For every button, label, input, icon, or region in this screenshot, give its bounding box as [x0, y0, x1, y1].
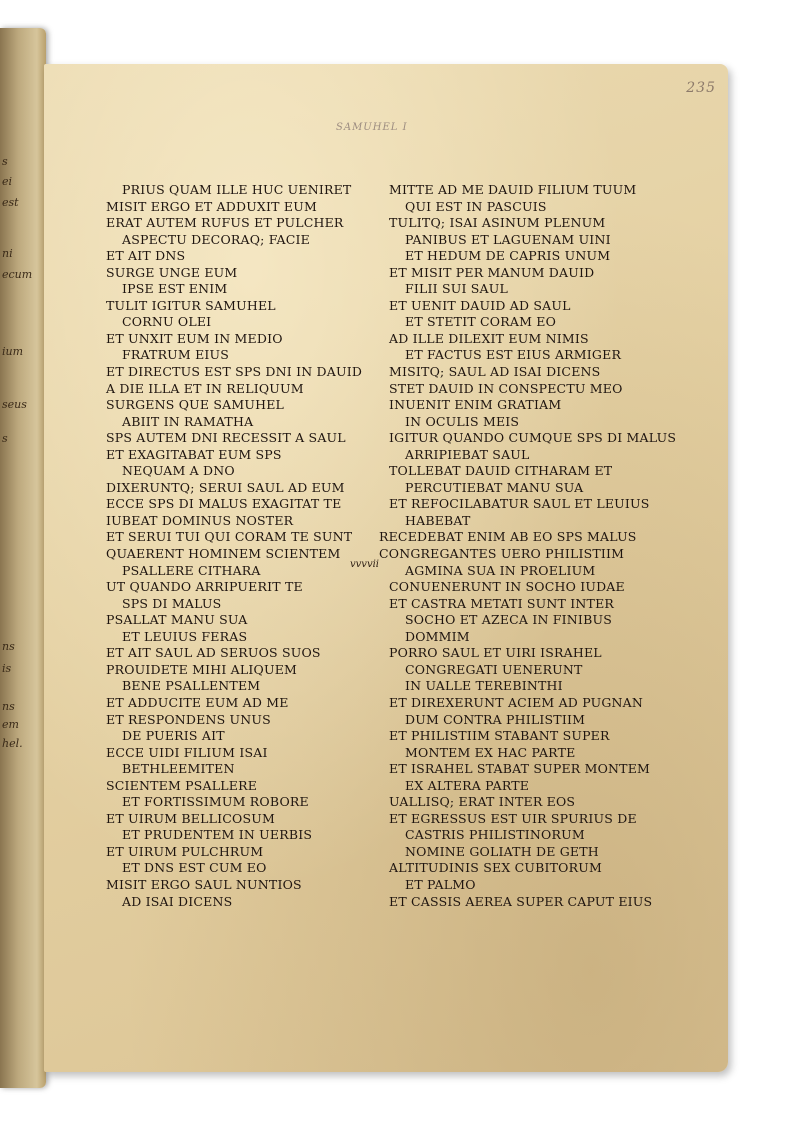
text-line: CASTRIS PHILISTINORUM [405, 827, 585, 843]
text-line: ET ADDUCITE EUM AD ME [106, 694, 289, 710]
text-line: MISITQ; SAUL AD ISAI DICENS [389, 364, 601, 380]
text-line: ET PRUDENTEM IN UERBIS [122, 827, 313, 843]
text-line: FILII SUI SAUL [405, 281, 508, 297]
text-line: NEQUAM A DNO [122, 463, 235, 479]
text-line: ET EXAGITABAT EUM SPS [106, 446, 282, 462]
text-line: ECCE UIDI FILIUM ISAI [106, 744, 268, 760]
text-line: ET UIRUM PULCHRUM [106, 843, 264, 859]
text-line: PROUIDETE MIHI ALIQUEM [106, 661, 298, 677]
spine-text-fragment: em [2, 718, 19, 731]
text-line: ET STETIT CORAM EO [405, 314, 557, 330]
text-line: IN OCULIS MEIS [405, 413, 520, 429]
text-line: ARRIPIEBAT SAUL [405, 446, 530, 462]
text-line: ET REFOCILABATUR SAUL ET LEUIUS [389, 496, 650, 512]
spine-text-fragment: ni [2, 247, 13, 260]
text-line: ECCE SPS DI MALUS EXAGITAT TE [106, 496, 342, 512]
text-line: CONGREGATI UENERUNT [405, 661, 583, 677]
text-line: PANIBUS ET LAGUENAM UINI [405, 231, 611, 247]
text-line: SOCHO ET AZECA IN FINIBUS [405, 612, 612, 628]
text-line: ET AIT DNS [106, 248, 186, 264]
text-line: ERAT AUTEM RUFUS ET PULCHER [106, 215, 344, 231]
text-line: NOMINE GOLIATH DE GETH [405, 843, 599, 859]
spine-text-fragment: est [2, 196, 19, 209]
text-line: UALLISQ; ERAT INTER EOS [389, 794, 576, 810]
text-line: ET MISIT PER MANUM DAUID [389, 264, 595, 280]
text-line: AD ILLE DILEXIT EUM NIMIS [389, 330, 589, 346]
text-line: DUM CONTRA PHILISTIIM [405, 711, 586, 727]
text-line: QUAERENT HOMINEM SCIENTEM [106, 546, 341, 562]
text-line: AGMINA SUA IN PROELIUM [405, 562, 596, 578]
text-line: PSALLERE CITHARA [122, 562, 261, 578]
text-line: TOLLEBAT DAUID CITHARAM ET [389, 463, 613, 479]
text-line: FRATRUM EIUS [122, 347, 230, 363]
text-line: MISIT ERGO ET ADDUXIT EUM [106, 198, 317, 214]
text-line: CONUENERUNT IN SOCHO IUDAE [389, 579, 625, 595]
text-line: CORNU OLEI [122, 314, 212, 330]
text-line: ET LEUIUS FERAS [122, 628, 248, 644]
text-line: ABIIT IN RAMATHA [122, 413, 254, 429]
text-line: IPSE EST ENIM [122, 281, 228, 297]
text-line: ET FORTISSIMUM ROBORE [122, 794, 309, 810]
text-line: BENE PSALLENTEM [122, 678, 261, 694]
text-line: EX ALTERA PARTE [405, 777, 530, 793]
text-line: STET DAUID IN CONSPECTU MEO [389, 380, 623, 396]
spine-text-fragment: ium [2, 345, 24, 358]
left-text-column [106, 182, 406, 910]
text-line: ALTITUDINIS SEX CUBITORUM [389, 860, 602, 876]
text-line: INUENIT ENIM GRATIAM [389, 397, 562, 413]
text-line: UT QUANDO ARRIPUERIT TE [106, 579, 303, 595]
spine-text-fragment: s [2, 432, 8, 445]
text-line: A DIE ILLA ET IN RELIQUUM [106, 380, 304, 396]
text-line: ET CASTRA METATI SUNT INTER [389, 595, 615, 611]
text-line: PSALLAT MANU SUA [106, 612, 248, 628]
text-line: IN UALLE TEREBINTHI [405, 678, 563, 694]
text-line: ET UENIT DAUID AD SAUL [389, 297, 571, 313]
text-line: ASPECTU DECORAQ; FACIE [122, 231, 311, 247]
text-line: SPS DI MALUS [122, 595, 222, 611]
spine-text-fragment: ns [2, 700, 15, 713]
text-line: ET FACTUS EST EIUS ARMIGER [405, 347, 622, 363]
text-line: QUI EST IN PASCUIS [405, 198, 547, 214]
text-line: ET SERUI TUI QUI CORAM TE SUNT [106, 529, 353, 545]
text-line: AD ISAI DICENS [122, 893, 233, 909]
text-line: TULITQ; ISAI ASINUM PLENUM [389, 215, 606, 231]
folio-number: 235 [686, 80, 716, 96]
text-line: ET PALMO [405, 876, 476, 892]
spine-text-fragment: s [2, 155, 8, 168]
right-text-column [379, 182, 709, 910]
text-line: PORRO SAUL ET UIRI ISRAHEL [389, 645, 602, 661]
text-line: DIXERUNTQ; SERUI SAUL AD EUM [106, 479, 345, 495]
spine-text-fragment: seus [2, 398, 27, 411]
spine-text-fragment: is [2, 662, 12, 675]
text-line: SURGENS QUE SAMUHEL [106, 397, 285, 413]
text-line: ET EGRESSUS EST UIR SPURIUS DE [389, 810, 637, 826]
spine-text-fragment: ei [2, 175, 13, 188]
running-head: SAMUHEL I [336, 122, 408, 133]
text-line: PERCUTIEBAT MANU SUA [405, 479, 584, 495]
text-line: HABEBAT [405, 512, 471, 528]
manuscript-page [44, 64, 728, 1072]
adjacent-page-edge [0, 28, 46, 1088]
text-line: ET ISRAHEL STABAT SUPER MONTEM [389, 761, 651, 777]
text-line: CONGREGANTES UERO PHILISTIIM [379, 546, 625, 562]
spine-text-fragment: ecum [2, 268, 33, 281]
text-line: DE PUERIS AIT [122, 728, 225, 744]
text-line: IGITUR QUANDO CUMQUE SPS DI MALUS [389, 430, 677, 446]
text-line: SCIENTEM PSALLERE [106, 777, 258, 793]
text-line: RECEDEBAT ENIM AB EO SPS MALUS [379, 529, 637, 545]
spine-text-fragment: ns [2, 640, 15, 653]
text-line: DOMMIM [405, 628, 470, 644]
text-line: ET CASSIS AEREA SUPER CAPUT EIUS [389, 893, 653, 909]
text-line: ET DIREXERUNT ACIEM AD PUGNAN [389, 694, 644, 710]
text-line: MITTE AD ME DAUID FILIUM TUUM [389, 182, 637, 197]
text-line: TULIT IGITUR SAMUHEL [106, 297, 276, 313]
text-line: ET UIRUM BELLICOSUM [106, 810, 275, 826]
text-line: BETHLEEMITEN [122, 761, 235, 777]
text-line: PRIUS QUAM ILLE HUC UENIRET [122, 182, 352, 197]
text-line: ET HEDUM DE CAPRIS UNUM [405, 248, 611, 264]
text-line: ET PHILISTIIM STABANT SUPER [389, 728, 610, 744]
text-line: SPS AUTEM DNI RECESSIT A SAUL [106, 430, 346, 446]
text-line: MONTEM EX HAC PARTE [405, 744, 576, 760]
text-line: ET UNXIT EUM IN MEDIO [106, 330, 283, 346]
text-line: SURGE UNGE EUM [106, 264, 238, 280]
text-line: ET RESPONDENS UNUS [106, 711, 271, 727]
text-line: ET DNS EST CUM EO [122, 860, 267, 876]
spine-text-fragment: hel. [2, 737, 23, 750]
text-line: ET AIT SAUL AD SERUOS SUOS [106, 645, 321, 661]
text-line: MISIT ERGO SAUL NUNTIOS [106, 876, 302, 892]
text-line: ET DIRECTUS EST SPS DNI IN DAUID [106, 364, 363, 380]
margin-note: vvvvii [350, 559, 379, 570]
text-line: IUBEAT DOMINUS NOSTER [106, 512, 294, 528]
